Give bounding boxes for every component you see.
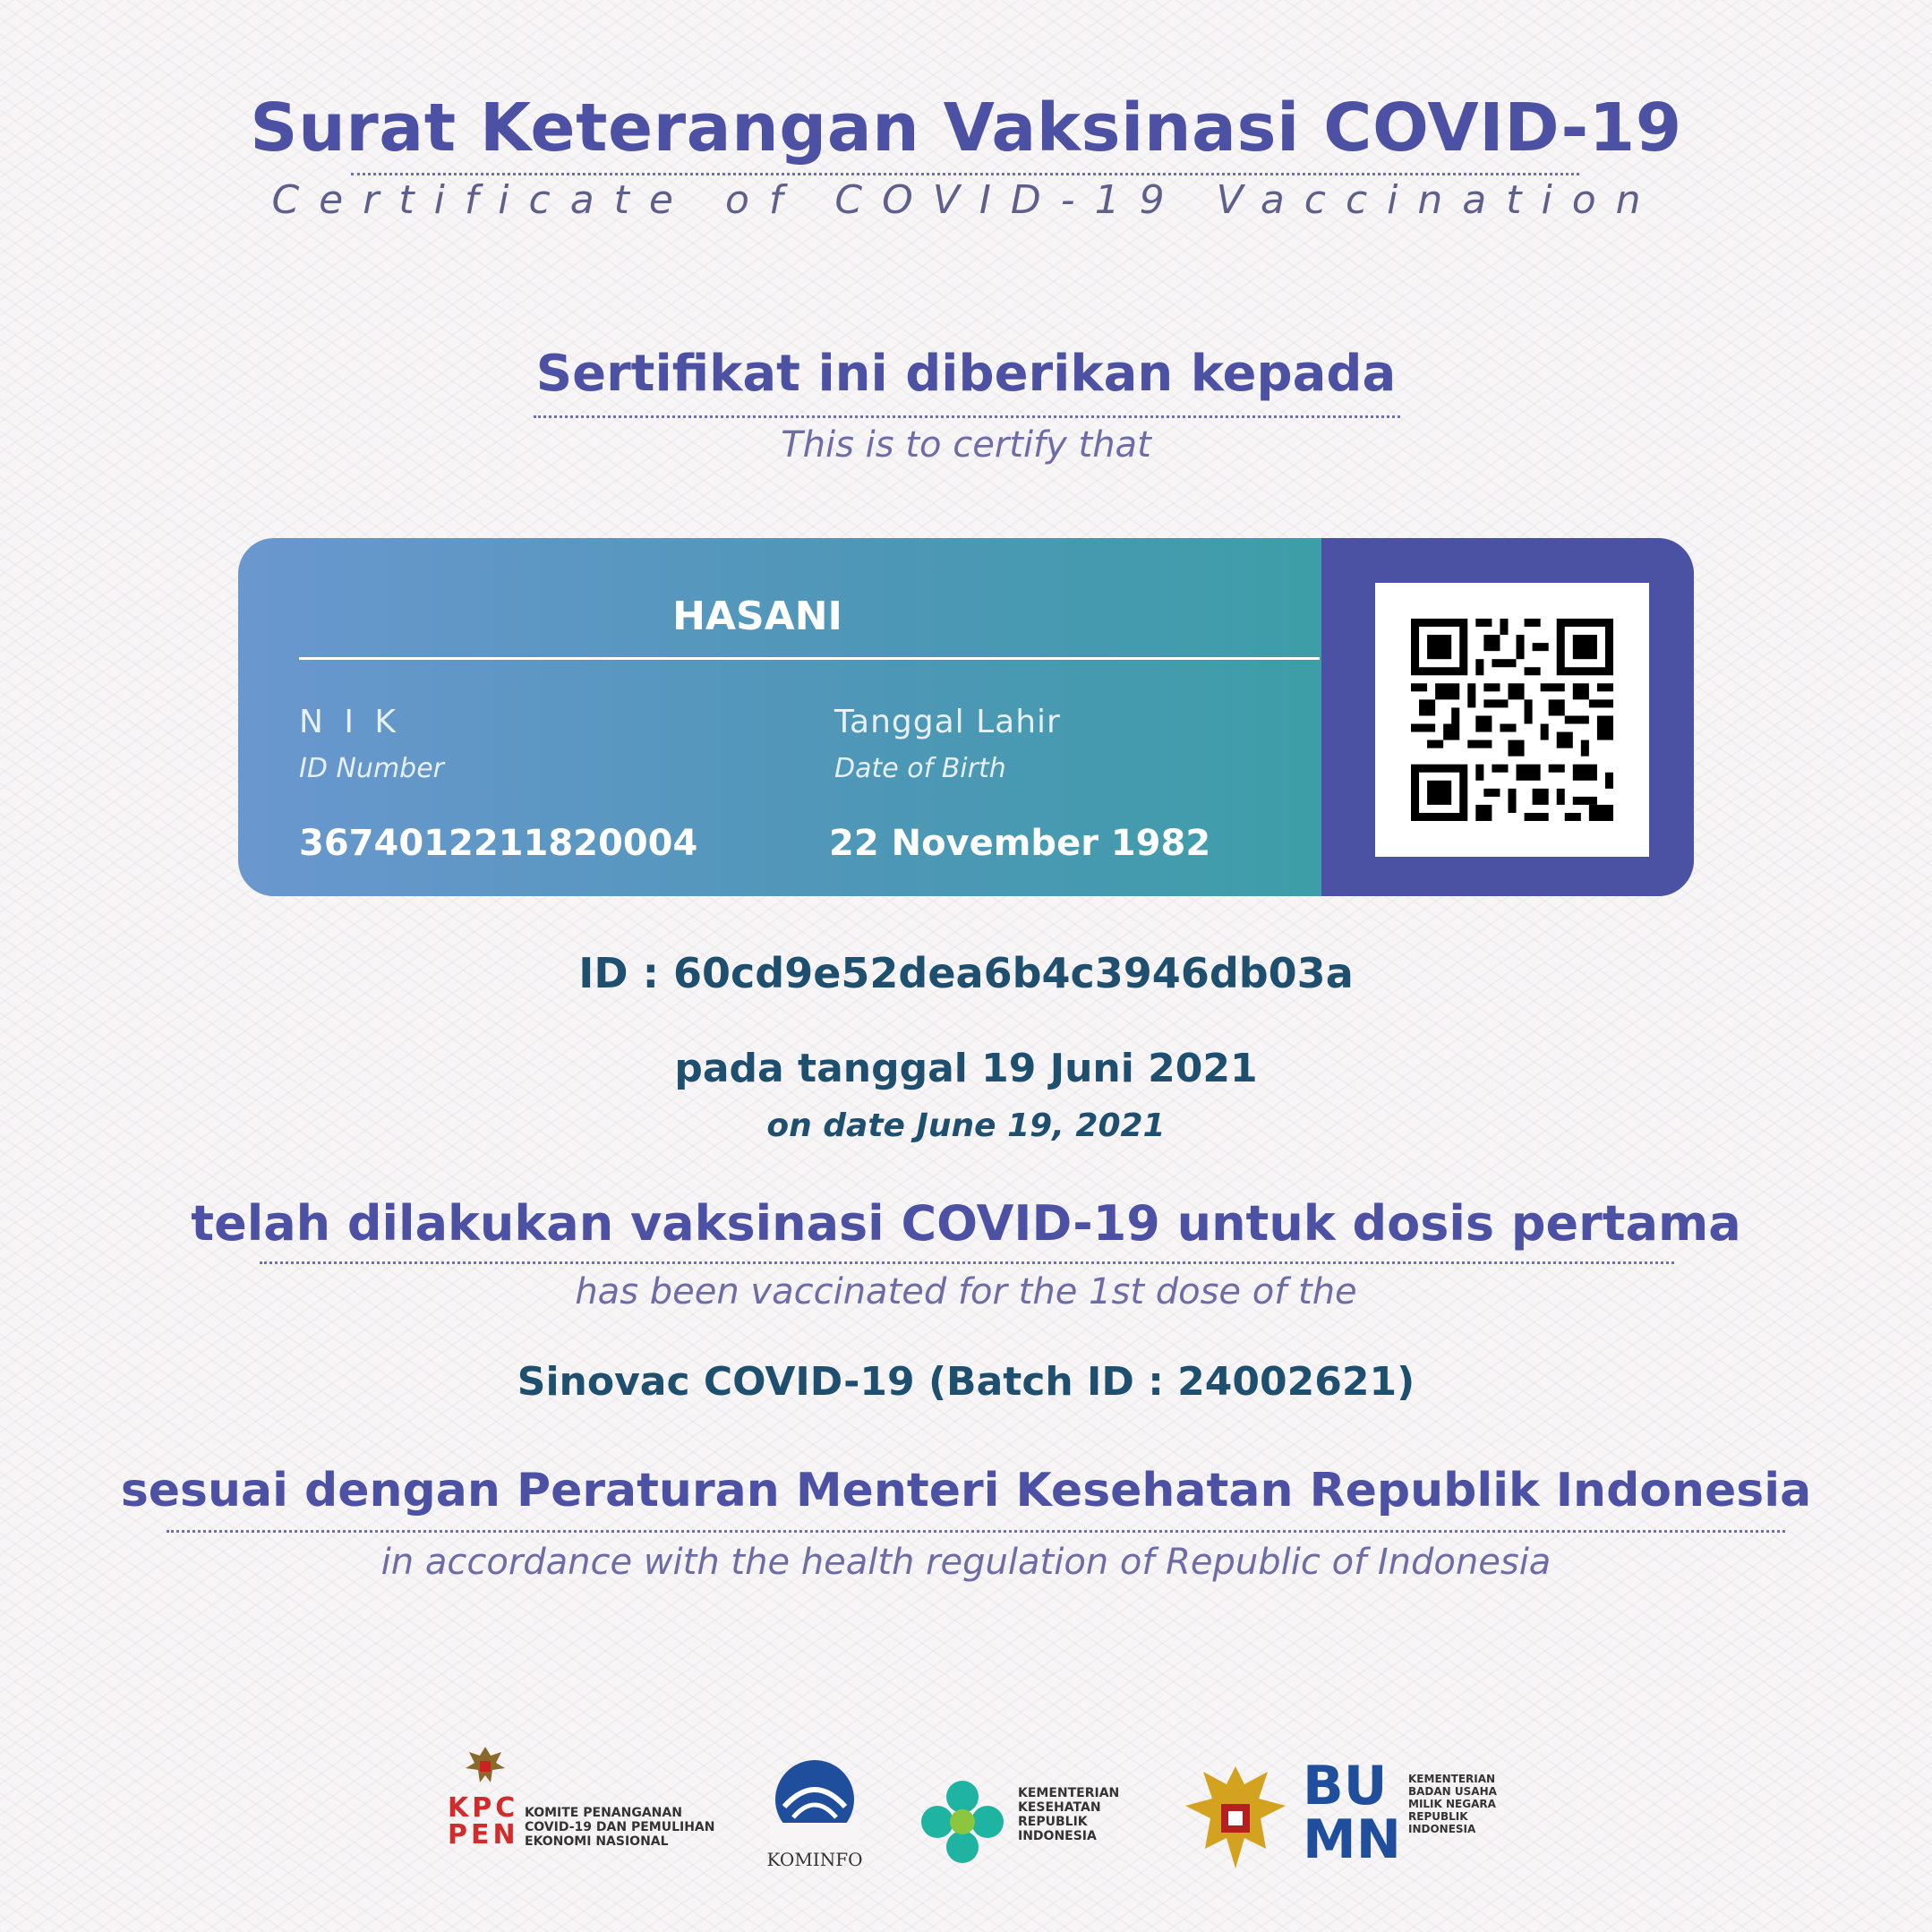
- bumn-text-4: REPUBLIK: [1408, 1810, 1468, 1823]
- vaccination-date: pada tanggal 19 Juni 2021: [674, 1046, 1258, 1091]
- kemenkes-logo: [918, 1777, 1133, 1867]
- kpc-mark: KPC: [448, 1792, 519, 1824]
- dose-heading: telah dilakukan vaksinasi COVID-19 untuk dosis pertama: [191, 1195, 1741, 1252]
- qr-panel: [1321, 538, 1694, 896]
- dose-subheading: has been vaccinated for the 1st dose of the: [575, 1271, 1357, 1312]
- regulation-subheading: in accordance with the health regulation of Republic of Indonesia: [380, 1542, 1552, 1583]
- kemenkes-text-2: KESEHATAN: [1018, 1800, 1101, 1815]
- nik-label-en: ID Number: [299, 753, 444, 784]
- regulation-heading: sesuai dengan Peraturan Menteri Kesehatan Republik Indonesia: [120, 1464, 1812, 1517]
- kpcpen-text-1: KOMITE PENANGANAN: [525, 1806, 682, 1820]
- garuda-icon: [1182, 1759, 1289, 1876]
- bumn-mark: BUMN: [1303, 1755, 1401, 1871]
- title-divider: [351, 173, 1579, 175]
- qr-code[interactable]: [1375, 583, 1649, 857]
- dob-value: 22 November 1982: [829, 823, 1211, 864]
- kpcpen-text-3: EKONOMI NASIONAL: [525, 1834, 669, 1849]
- regulation-divider: [167, 1530, 1785, 1533]
- nik-value: 3674012211820004: [299, 823, 698, 864]
- kominfo-icon: [770, 1755, 859, 1844]
- kemenkes-text-1: KEMENTERIAN: [1018, 1786, 1120, 1800]
- pen-mark: PEN: [448, 1819, 519, 1851]
- bumn-text-5: INDONESIA: [1408, 1823, 1476, 1835]
- bumn-logo: [1303, 1755, 1517, 1876]
- kpcpen-text-2: COVID-19 DAN PEMULIHAN: [525, 1820, 715, 1834]
- vaccination-date-en: on date June 19, 2021: [766, 1107, 1166, 1144]
- vaccine-name: Sinovac COVID-19 (Batch ID : 24002621): [517, 1359, 1415, 1405]
- kominfo-logo: [761, 1755, 868, 1880]
- dose-divider: [260, 1261, 1674, 1264]
- certify-subheading: This is to certify that: [781, 424, 1151, 466]
- certify-heading: Sertifikat ini diberikan kepada: [535, 345, 1397, 403]
- kemenkes-text-3: REPUBLIK: [1018, 1815, 1088, 1829]
- dob-label-en: Date of Birth: [834, 753, 1006, 784]
- kominfo-text: KOMINFO: [766, 1849, 863, 1870]
- qr-code-icon: [1411, 619, 1613, 821]
- holder-name: HASANI: [672, 594, 842, 639]
- name-divider: [299, 657, 1320, 660]
- bumn-text-2: BADAN USAHA: [1408, 1785, 1497, 1798]
- page-title: Surat Keterangan Vaksinasi COVID-19: [250, 90, 1682, 167]
- dob-label: Tanggal Lahir: [834, 704, 1061, 740]
- identity-card: [238, 538, 1694, 896]
- kemenkes-icon: [918, 1777, 1007, 1867]
- garuda-small-icon: [460, 1741, 510, 1791]
- kemenkes-text-4: INDONESIA: [1018, 1829, 1097, 1843]
- nik-label: N I K: [299, 704, 402, 740]
- kpcpen-logo: [448, 1741, 716, 1876]
- page-subtitle: Certificate of COVID-19 Vaccination: [271, 177, 1661, 223]
- certificate-id: ID : 60cd9e52dea6b4c3946db03a: [578, 949, 1354, 997]
- certify-divider: [534, 415, 1400, 418]
- bumn-text-1: KEMENTERIAN: [1408, 1773, 1496, 1785]
- bumn-text-3: MILIK NEGARA: [1408, 1798, 1496, 1810]
